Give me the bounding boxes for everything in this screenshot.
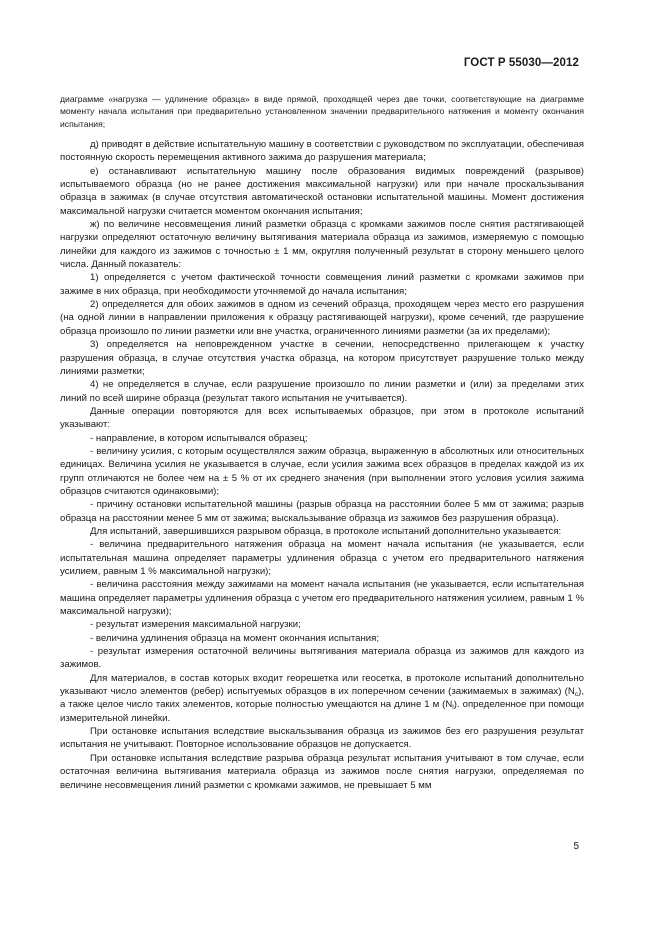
paragraph-rupture: При остановке испытания вследствие разрыва образца результат испытания учитывают в том случае, если остаточная величина вытягивания материала образца из зажимов после снятия нагрузки, определяемая по величине несовмещения линий разметки с кромками зажимов, не превышает 5 мм xyxy=(60,752,584,791)
list-item-clamp-force: - величину усилия, с которым осуществлялся зажим образца, выраженную в абсолютных или относительных единицах. Величина усилия не указывается в случае, если усилия зажима всех образцов в пределах каждой из их групп отличаются не более чем на ± 5 % от их среднего значения (при выполнении этого условия усилия зажима образцов считаются одинаковыми); xyxy=(60,445,584,497)
paragraph-point-3: 3) определяется на неповрежденном участке в сечении, непосредственно прилегающем к участку разрушения образца, в случае отсутствия участка образца, на котором присутствует разрушение только между линиями разметки; xyxy=(60,339,584,377)
standard-code-header: ГОСТ Р 55030—2012 xyxy=(463,57,579,69)
geogrid-text-end: ). определенное при помощи измерительной линейки. xyxy=(60,699,584,724)
list-item-pretension: - величина предварительного натяжения образца на момент начала испытания (не указывается, если испытательная машина определяет параметры удлинения образца с учетом его предварительного натяжения усилием, равным 1 % максимальной нагрузки); xyxy=(60,539,584,577)
list-item-max-load: - результат измерения максимальной нагрузки; xyxy=(90,619,301,631)
paragraph-item-e: е) останавливают испытательную машину после образования видимых повреждений (разрывов) испытываемого образца (но не ранее достижения максимальной нагрузки) или при начале проскальзывания образца в зажимах (в случае отсутствия автоматической остановки испытательной машины. Момент достижения максимальной нагрузки считается моментом окончания испытания; xyxy=(60,165,584,217)
paragraph-repeat-operations: Данные операции повторяются для всех испытываемых образцов, при этом в протоколе испытаний указывают: xyxy=(60,405,584,431)
subscript-l: l xyxy=(452,704,454,712)
geogrid-text-mid: ), а также целое число таких элементов, которые полностью умещаются на длине 1 м (N xyxy=(60,686,584,711)
intro-note: диаграмме «нагрузка — удлинение образца» в виде прямой, проходящей через две точки, соответствующие на диаграмме моменту начала испытания при предварительно установленном значении предварительного натяжения и моменту окончания испытания; xyxy=(60,94,584,129)
body-text xyxy=(60,138,584,792)
paragraph-point-2: 2) определяется для обоих зажимов в одном из сечений образца, проходящем через место его разрушения (на одной линии в направлении приложения к образцу растягивающей нагрузки), кроме сечений, где разрушение образца произошло по линии разметки или вне участка, ограниченного линиями разметки (за их пределами); xyxy=(60,299,584,337)
list-item-residual-pullout: - результат измерения остаточной величины вытягивания материала образца из зажимов для каждого из зажимов. xyxy=(60,646,584,671)
list-item-direction: - направление, в котором испытывался образец; xyxy=(90,432,308,444)
paragraph-slip: При остановке испытания вследствие выскальзывания образца из зажимов без его разрушения результат испытания не учитывают. Повторное использование образцов не допускается. xyxy=(60,726,584,751)
subscript-c: c xyxy=(574,691,579,699)
geogrid-text-start: Для материалов, в состав которых входит георешетка или геосетка, в протоколе испытаний дополнительно указывают число элементов (ребер) испытуемых образцов в их поперечном сечении (зажимаемых в зажимах) (N xyxy=(60,672,584,698)
paragraph-point-1: 1) определяется с учетом фактической точности совмещения линий разметки с кромками зажимов при зажиме в них образца, при необходимости уточняемой до начала испытания; xyxy=(60,272,584,297)
list-item-elongation: - величина удлинения образца на момент окончания испытания; xyxy=(90,632,379,644)
page-number: 5 xyxy=(573,841,579,852)
paragraph-break-tests: Для испытаний, завершившихся разрывом образца, в протоколе испытаний дополнительно указывается: xyxy=(90,525,562,537)
paragraph-item-zh: ж) по величине несовмещения линий разметки образца с кромками зажимов после снятия растягивающей нагрузки определяют остаточную величину вытягивания материала образца из зажимов, измеряемую с помощью линейки для каждого из зажимов с точностью ± 1 мм, округляя полученный результат в сторону меньшего целого числа. Данный показатель: xyxy=(60,219,584,271)
paragraph-geogrid xyxy=(60,672,584,725)
paragraph-item-d: д) приводят в действие испытательную машину в соответствии с руководством по эксплуатации, обеспечивая постоянную скорость перемещения активного зажима до разрушения материала; xyxy=(60,139,584,164)
list-item-stop-reason: - причину остановки испытательной машины (разрыв образца на расстоянии более 5 мм от зажима; разрыв образца на расстоянии менее 5 мм от зажима; выскальзывание образца из зажимов без разрушения образца). xyxy=(60,499,584,524)
list-item-clamp-distance: - величина расстояния между зажимами на момент начала испытания (не указывается, если испытательная машина определяет параметры удлинения образца с учетом его предварительного натяжения усилием, равным 1 % максимальной нагрузки); xyxy=(60,579,584,618)
paragraph-point-4: 4) не определяется в случае, если разрушение произошло по линии разметки и (или) за пределами этих линий по всей ширине образца (результат такого испытания не учитывается). xyxy=(60,379,584,404)
